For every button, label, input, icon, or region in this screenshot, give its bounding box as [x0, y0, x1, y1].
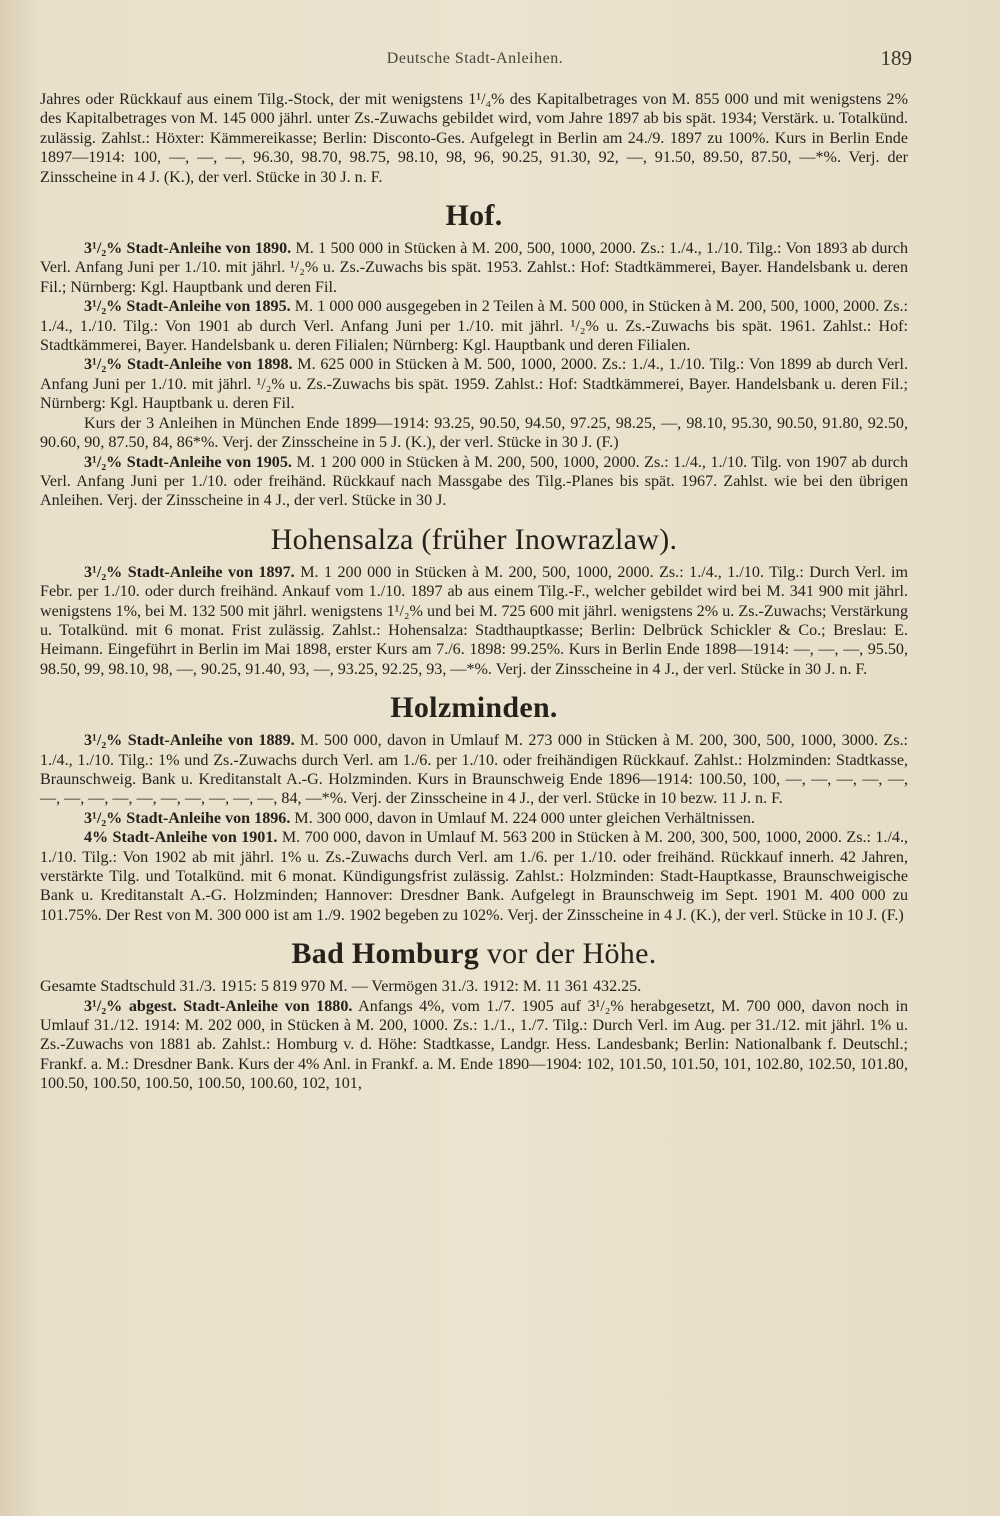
entry-paragraph: [40, 563, 908, 679]
entry-text: M. 1 000 000 ausgegeben in 2 Teilen à M. 500 000, in Stücken à M. 200, 500, 1000, 2000. Zs.: 1./4., 1./10. Tilg.: Von 1901 ab durch Verl. Anfang Juni per 1./10. mit jährl. ¹/₂% u. Zs.-Zuwachs bis spät. 1961. Zahlst.: Hof: Stadtkämmerei, Bayer. Handelsbank u. deren Filialen; Nürnberg: Kgl. Hauptbank und deren Filialen.: [40, 298, 908, 355]
entry-paragraph: [40, 828, 908, 925]
entry-paragraph: [40, 453, 908, 511]
entry-lead: 3¹/₂% Stadt-Anleihe von 1889.: [84, 732, 295, 750]
entry-text: Kurs der 3 Anleihen in München Ende 1899—1914: 93.25, 90.50, 94.50, 97.25, 98.25, —, 98.10, 95.30, 90.50, 91.80, 92.50, 90.60, 90, 87.50, 84, 86*%. Verj. der Zinsscheine in 5 J. (K.), der verl. Stücke in 30 J. (F.): [40, 414, 908, 452]
section-heading-bad-homburg: [40, 937, 908, 971]
entry-text: M. 500 000, davon in Umlauf M. 273 000 in Stücken à M. 200, 300, 500, 1000, 3000. Zs.: 1./4., 1./10. Tilg.: 1% und Zs.-Zuwachs durch Verl. am 1./6. per 1./10. oder freihändigen Rückkauf. Zahlst.: Holzminden: Stadtkasse, Braunschweig. Bank u. Kreditanstalt A.-G. Holzminden. Kurs in Braunschweig Ende 1896—1914: 100.50, 100, —, —, —, —, —, —, —, —, —, —, —, —, —, —, —, 84, —*%. Verj. der Zinsscheine in 4 J., der verl. Stücke in 10 bezw. 11 J. n. F.: [40, 732, 908, 808]
entry-text: M. 1 200 000 in Stücken à M. 200, 500, 1000, 2000. Zs.: 1./4., 1./10. Tilg. von 1907 ab durch Verl. Anfang Juni per 1./10. oder freihänd. Rückkauf nach Massgabe des Tilg.-Planes bis spät. 1967. Zahlst. wie bei den übrigen Anleihen. Verj. der Zinsscheine in 4 J., der verl. Stücke in 30 J.: [40, 453, 908, 510]
page-content: [40, 90, 908, 1094]
entry-paragraph: [40, 997, 908, 1094]
entry-lead: 3¹/₂% Stadt-Anleihe von 1898.: [84, 356, 293, 374]
entry-text: Gesamte Stadtschuld 31./3. 1915: 5 819 970 M. — Vermögen 31./3. 1912: M. 11 361 432.25.: [40, 978, 642, 996]
continuation-paragraph: Jahres oder Rückkauf aus einem Tilg.-Stock, der mit wenigstens 1¹/₄% des Kapitalbetrages von M. 855 000 und mit wenigstens 2% des Kapitalbetrages von M. 145 000 jährl. unter Zs.-Zuwachs gebildet wird, vom Jahre 1897 ab bis spät. 1934; Verstärk. u. Totalkünd. zulässig. Zahlst.: Höxter: Kämmereikasse; Berlin: Disconto-Ges. Aufgelegt in Berlin am 24./9. 1897 zu 100%. Kurs in Berlin Ende 1897—1914: 100, —, —, —, 96.30, 98.70, 98.75, 98.10, 98, 96, 90.25, 91.30, 92, —, 91.50, 89.50, 87.50, —*%. Verj. der Zinsscheine in 4 J. (K.), der verl. Stücke in 30 J. n. F.: [40, 91, 908, 186]
entry-paragraph: [40, 414, 908, 453]
entry-text: M. 625 000 in Stücken à M. 500, 1000, 2000. Zs.: 1./4., 1./10. Tilg.: Von 1899 ab durch Verl. Anfang Juni per 1./10. mit jährl. ¹/₂% u. Zs.-Zuwachs bis spät. 1959. Zahlst.: Hof: Stadtkämmerei, Bayer. Handelsbank u. deren Fil.; Nürnberg: Kgl. Hauptbank u. deren Fil.: [40, 356, 908, 413]
entry-lead: 3¹/₂% abgest. Stadt-Anleihe von 1880.: [84, 997, 353, 1015]
entry-paragraph: [40, 355, 908, 413]
entry-text: Anfangs 4%, vom 1./7. 1905 auf 3¹/₂% herabgesetzt, M. 700 000, davon noch in Umlauf 31./12. 1914: M. 202 000, in Stücken à M. 200, 1000. Zs.: 1./1., 1./7. Tilg.: Durch Verl. im Aug. per 31./12. mit jährl. 1% u. Zs.-Zuwachs von 1881 ab. Zahlst.: Homburg v. d. Höhe: Stadtkasse, Landgr. Hess. Landesbank; Berlin: Nationalbank f. Deutschl.; Frankf. a. M.: Dresdner Bank. Kurs der 4% Anl. in Frankf. a. M. Ende 1890—1904: 102, 101.50, 101.50, 101, 102.80, 102.50, 101.80, 100.50, 100.50, 100.50, 100.50, 100.60, 102, 101,: [40, 997, 908, 1093]
heading-main: Hohensalza: [270, 522, 414, 556]
entry-paragraph: [40, 239, 908, 297]
entry-lead: 3¹/₂% Stadt-Anleihe von 1890.: [84, 240, 292, 258]
entry-paragraph: [40, 977, 908, 996]
entry-text: M. 1 500 000 in Stücken à M. 200, 500, 1000, 2000. Zs.: 1./4., 1./10. Tilg.: Von 1893 ab durch Verl. Anfang Juni per 1./10. mit jährl. ¹/₂% u. Zs.-Zuwachs bis spät. 1953. Zahlst.: Hof: Stadtkämmerei, Bayer. Handelsbank u. deren Fil.; Nürnberg: Kgl. Hauptbank und deren Fil.: [40, 240, 909, 296]
running-title: Deutsche Stadt-Anleihen.: [386, 50, 564, 67]
heading-sub: (früher Inowrazlaw).: [413, 522, 678, 556]
entry-paragraph: [40, 297, 908, 355]
entry-text: M. 1 200 000 in Stücken à M. 200, 500, 1000, 2000. Zs.: 1./4., 1./10. Tilg.: Durch Verl. im Febr. per 1./10. oder durch freihänd. Ankauf vom 1./10. 1897 ab aus einem Tilg.-F., welcher gebildet wird bei M. 341 900 mit jährl. wenigstens 1%, bei M. 132 500 mit jährl. wenigstens 1¹/₂% und bei M. 725 600 mit jährl. wenigstens 2% u. Zs.-Zuwachs; Verstärkung u. Totalkünd. mit 6 monat. Frist zulässig. Zahlst.: Hohensalza: Stadthauptkasse; Berlin: Delbrück Schickler & Co.; Breslau: E. Heimann. Eingeführt in Berlin im Mai 1898, erster Kurs am 7./6. 1898: 99.25%. Kurs in Berlin Ende 1898—1914: —, —, —, 95.50, 98.50, 99, 98.10, 98, —, 90.25, 91.40, 93, —, 93.25, 92.25, 93, —*%. Verj. der Zinsscheine in 4 J., der verl. Stücke in 30 J. n. F.: [40, 563, 909, 678]
entry-paragraph: [40, 731, 908, 809]
entry-lead: 3¹/₂% Stadt-Anleihe von 1896.: [84, 809, 291, 827]
heading-sub: vor der Höhe.: [479, 937, 657, 971]
entry-paragraph: [40, 809, 908, 828]
entry-text: M. 300 000, davon in Umlauf M. 224 000 unter gleichen Verhältnissen.: [290, 809, 755, 827]
section-heading-hohensalza: [40, 523, 908, 557]
entry-lead: 3¹/₂% Stadt-Anleihe von 1895.: [84, 298, 291, 316]
entry-lead: 4% Stadt-Anleihe von 1901.: [84, 829, 278, 847]
entry-lead: 3¹/₂% Stadt-Anleihe von 1897.: [84, 563, 295, 581]
entry-text: M. 700 000, davon in Umlauf M. 563 200 in Stücken à M. 200, 300, 500, 1000, 2000. Zs.: 1./4., 1./10. Tilg.: Von 1902 ab mit jährl. 1% u. Zs.-Zuwachs durch Verl. am 1./6. per 1./10. oder freihänd. Rückkauf innerh. 42 Jahren, verstärkte Tilg. und Totalkünd. mit 6 monat. Kündigungsfrist zulässig. Zahlst.: Holzminden: Stadt-Hauptkasse, Braunschweigische Bank u. Kreditanstalt A.-G. Holzminden; Hannover: Dresdner Bank. Aufgelegt in Braunschweig im Sept. 1901 M. 400 000 zu 101.75%. Der Rest von M. 300 000 ist am 1./9. 1902 begeben zu 102%. Verj. der Zinsscheine in 4 J. (K.), der verl. Stücke in 10 J. (F.): [40, 829, 909, 924]
section-heading-holzminden: Holzminden.: [390, 691, 558, 725]
heading-main: Bad Homburg: [291, 937, 480, 971]
page-number: 189: [880, 46, 912, 70]
page-header: [40, 44, 910, 76]
section-heading-hof: Hof.: [445, 199, 503, 233]
entry-lead: 3¹/₂% Stadt-Anleihe von 1905.: [84, 453, 292, 471]
